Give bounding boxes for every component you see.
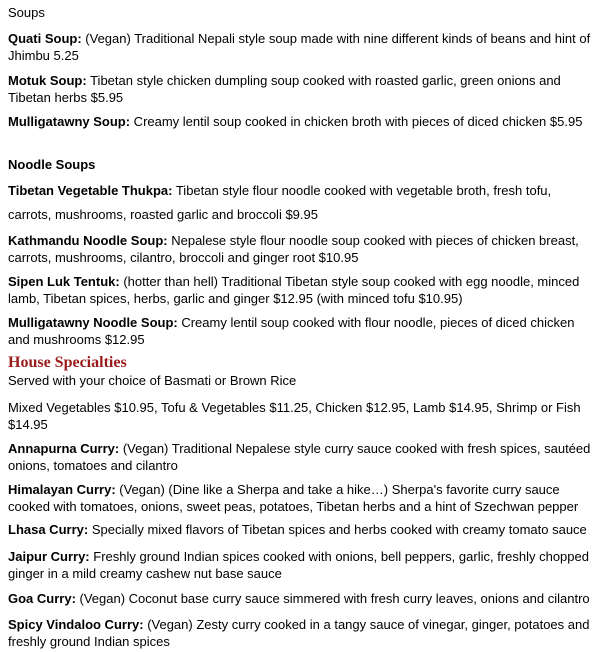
noodle-soups-heading: Noodle Soups <box>8 157 96 172</box>
menu-item-quati-soup <box>8 30 596 64</box>
menu-item-sipen-luk-tentuk <box>8 273 596 307</box>
item-name: Sipen Luk Tentuk: <box>8 274 120 289</box>
house-specialties-prices: Mixed Vegetables $10.95, Tofu & Vegetables $11.25, Chicken $12.95, Lamb $14.95, Shrimp or Fish $14.95 <box>8 400 581 432</box>
menu-item-tibetan-vegetable-thukpa <box>8 182 596 199</box>
menu-item-goa-curry <box>8 590 596 607</box>
item-name: Jaipur Curry: <box>8 549 90 564</box>
house-specialties-heading: House Specialties <box>8 354 127 371</box>
item-desc: (Vegan) Zesty curry cooked in a tangy sauce of vinegar, ginger, potatoes and freshly ground Indian spices <box>8 617 590 649</box>
item-desc: Creamy lentil soup cooked in chicken broth with pieces of diced chicken $5.95 <box>130 114 583 129</box>
item-name: Himalayan Curry: <box>8 482 116 497</box>
item-desc: Tibetan style flour noodle cooked with vegetable broth, fresh tofu, <box>172 183 552 198</box>
item-desc: Creamy lentil soup cooked with flour noodle, pieces of diced chicken and mushrooms $12.95 <box>8 315 575 347</box>
menu-item-jaipur-curry <box>8 548 596 582</box>
item-desc: (Vegan) Traditional Nepalese style curry sauce cooked with fresh spices, sautéed onions, tomatoes and cilantro <box>8 441 591 473</box>
menu-item-lhasa-curry <box>8 521 596 538</box>
soups-heading: Soups <box>8 5 45 20</box>
item-name: Lhasa Curry: <box>8 522 89 537</box>
menu-item-mulligatawny-soup <box>8 113 596 130</box>
item-desc: Freshly ground Indian spices cooked with onions, bell peppers, garlic, freshly chopped ginger in a mild creamy cashew nut base sauce <box>8 549 589 581</box>
item-name: Annapurna Curry: <box>8 441 120 456</box>
menu-item-mulligatawny-noodle-soup <box>8 314 596 348</box>
item-name: Spicy Vindaloo Curry: <box>8 617 144 632</box>
item-desc: (Vegan) Traditional Nepali style soup made with nine different kinds of beans and hint of Jhimbu 5.25 <box>8 31 591 63</box>
house-specialties-subtitle: Served with your choice of Basmati or Brown Rice <box>8 373 297 388</box>
item-name: Motuk Soup: <box>8 73 87 88</box>
menu-item-spicy-vindaloo-curry <box>8 616 596 650</box>
item-desc: Tibetan style chicken dumpling soup cooked with roasted garlic, green onions and Tibetan herbs $5.95 <box>8 73 561 105</box>
item-name: Mulligatawny Soup: <box>8 114 131 129</box>
menu-item-tibetan-vegetable-thukpa-cont: carrots, mushrooms, roasted garlic and broccoli $9.95 <box>8 207 318 222</box>
item-desc: (Vegan) Coconut base curry sauce simmered with fresh curry leaves, onions and cilantro <box>75 591 590 606</box>
menu-item-kathmandu-noodle-soup <box>8 232 596 266</box>
item-desc: Specially mixed flavors of Tibetan spices and herbs cooked with creamy tomato sauce <box>88 522 587 537</box>
item-name: Tibetan Vegetable Thukpa: <box>8 183 173 198</box>
item-desc: (hotter than hell) Traditional Tibetan style soup cooked with egg noodle, minced lamb, Tibetan spices, herbs, garlic and ginger $12.95 (with minced tofu $10.95) <box>8 274 580 306</box>
item-desc: (Vegan) (Dine like a Sherpa and take a hike…) Sherpa's favorite curry sauce cooked with tomatoes, onions, sweet peas, potatoes, Tibetan herbs and a hint of Szechwan pepper <box>8 482 579 514</box>
item-name: Quati Soup: <box>8 31 82 46</box>
menu-item-motuk-soup <box>8 72 596 106</box>
menu-item-annapurna-curry <box>8 440 596 474</box>
item-name: Mulligatawny Noodle Soup: <box>8 315 178 330</box>
item-name: Goa Curry: <box>8 591 76 606</box>
menu-item-himalayan-curry <box>8 481 596 515</box>
item-name: Kathmandu Noodle Soup: <box>8 233 168 248</box>
item-desc: Nepalese style flour noodle soup cooked with pieces of chicken breast, carrots, mushrooms, cilantro, broccoli and ginger root $10.95 <box>8 233 579 265</box>
